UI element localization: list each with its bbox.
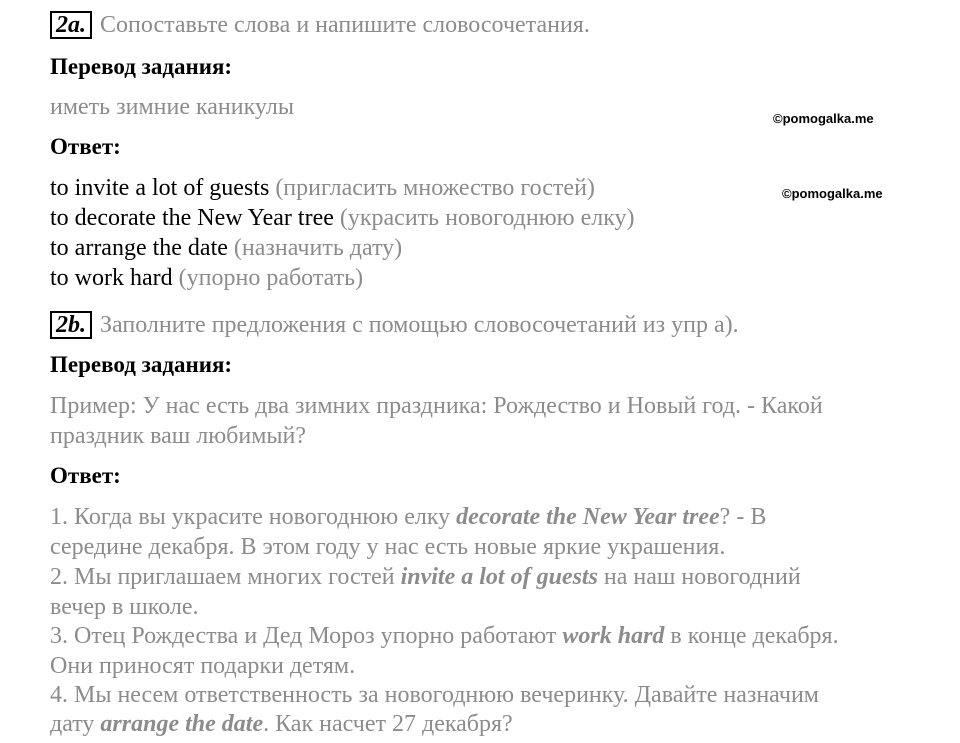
task-a-translation: иметь зимние каникулы xyxy=(50,94,294,120)
task-b-item-1-cont: середине декабря. В этом году у нас есть новые яркие украшения. xyxy=(50,534,726,560)
task-a-answer-1 xyxy=(50,173,595,203)
item-phrase: decorate the New Year tree xyxy=(456,504,720,530)
task-a-answer-3 xyxy=(50,233,402,263)
task-b-item-4-cont xyxy=(50,709,513,739)
item-text: 2. Мы приглашаем многих гостей xyxy=(50,564,401,590)
answer-en: to arrange the date xyxy=(50,235,228,261)
task-a-translation-heading: Перевод задания: xyxy=(50,54,233,79)
task-b-item-1 xyxy=(50,502,766,532)
task-b-translation-line2: праздник ваш любимый? xyxy=(50,423,307,449)
answer-ru: (упорно работать) xyxy=(178,265,364,291)
task-a-answer-4 xyxy=(50,263,363,293)
task-b-translation-heading: Перевод задания: xyxy=(50,352,233,377)
answer-en: to decorate the New Year tree xyxy=(50,205,334,231)
answer-ru: (пригласить множество гостей) xyxy=(275,175,595,201)
task-b-item-3-cont: Они приносят подарки детям. xyxy=(50,653,356,679)
item-text: . Как насчет 27 декабря? xyxy=(263,711,513,737)
task-a-instruction: Сопоставьте слова и напишите словосочетания. xyxy=(100,12,590,38)
item-phrase: arrange the date xyxy=(100,711,264,737)
item-text: 3. Отец Рождества и Дед Мороз упорно работают xyxy=(50,623,563,649)
item-phrase: invite a lot of guests xyxy=(400,564,598,590)
task-a-header xyxy=(50,10,590,40)
task-a-answer-2 xyxy=(50,203,635,233)
task-b-item-3 xyxy=(50,621,839,651)
task-b-answer-heading: Ответ: xyxy=(50,463,121,488)
task-b-header xyxy=(50,310,739,340)
item-text: 1. Когда вы украсите новогоднюю елку xyxy=(50,504,457,530)
task-a-answer-heading: Ответ: xyxy=(50,134,121,159)
item-phrase: work hard xyxy=(562,623,665,649)
answer-ru: (украсить новогоднюю елку) xyxy=(339,205,635,231)
task-b-item-4: 4. Мы несем ответственность за новогоднюю вечеринку. Давайте назначим xyxy=(50,682,819,708)
task-b-item-2 xyxy=(50,562,801,592)
item-text: в конце декабря. xyxy=(664,623,839,649)
task-b-instruction: Заполните предложения с помощью словосочетаний из упр а). xyxy=(100,312,739,338)
item-text: на наш новогодний xyxy=(597,564,801,590)
watermark: ©pomogalka.me xyxy=(782,186,883,201)
task-b-translation-line1: Пример: У нас есть два зимних праздника: Рождество и Новый год. - Какой xyxy=(50,393,823,419)
answer-en: to work hard xyxy=(50,265,173,291)
answer-en: to invite a lot of guests xyxy=(50,175,270,201)
item-text: дату xyxy=(50,711,101,737)
watermark: ©pomogalka.me xyxy=(773,111,874,126)
task-b-number: 2b. xyxy=(50,311,92,339)
task-a-number: 2a. xyxy=(50,11,92,39)
answer-ru: (назначить дату) xyxy=(233,235,403,261)
task-b-item-2-cont: вечер в школе. xyxy=(50,594,199,620)
item-text: ? - В xyxy=(719,504,767,530)
